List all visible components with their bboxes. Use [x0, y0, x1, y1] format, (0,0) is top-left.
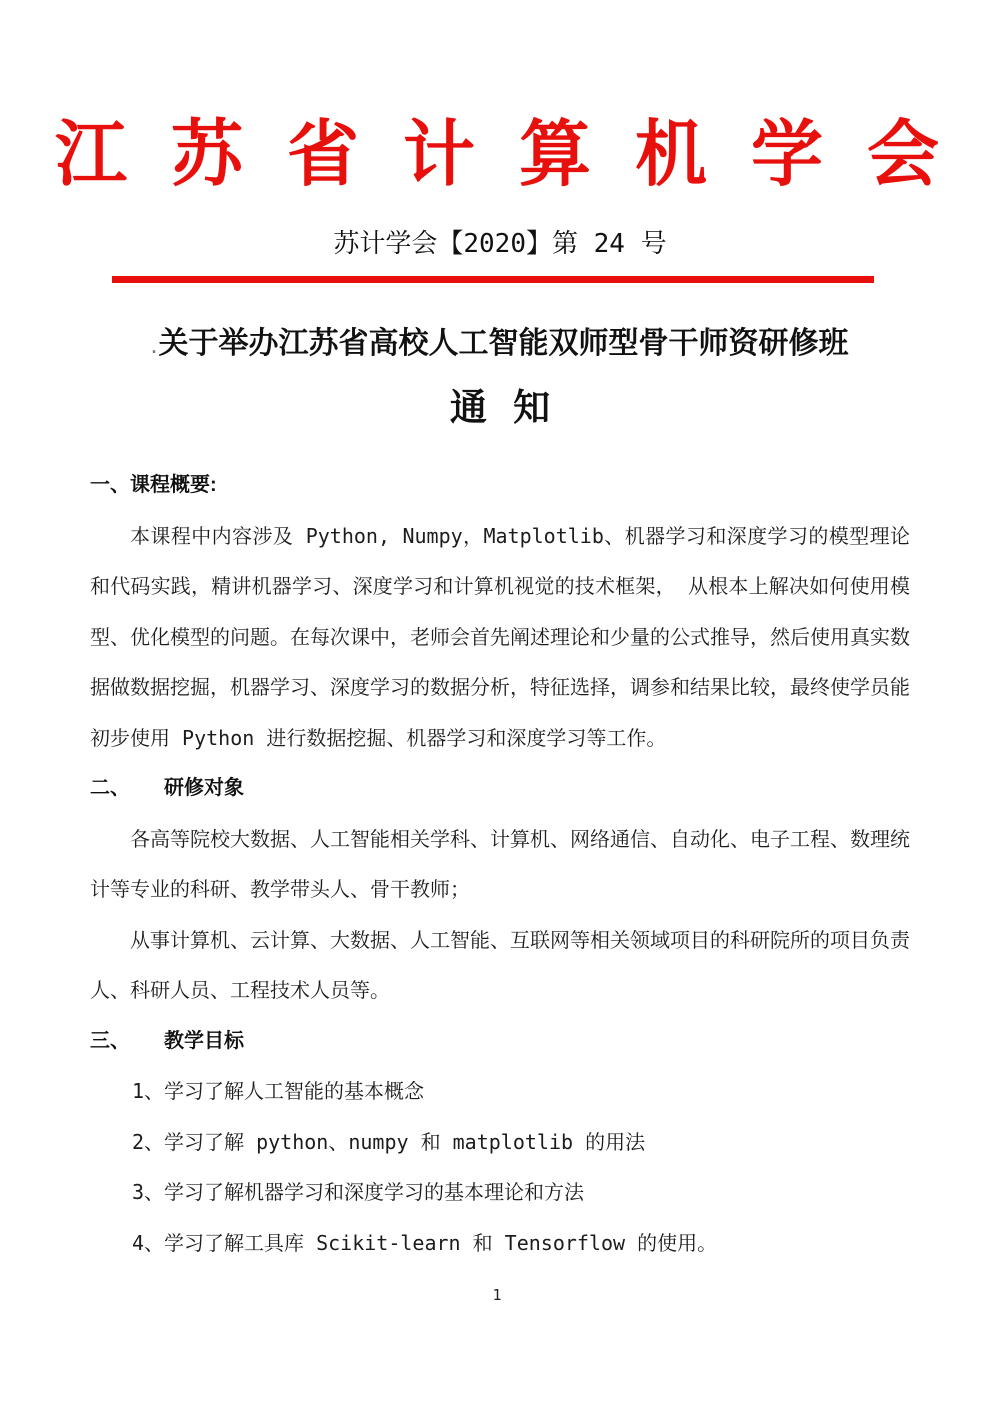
notice-subtitle: 通 知	[449, 387, 551, 428]
section-title-text: 研修对象	[164, 777, 244, 799]
target-audience-paragraph-2: 从事计算机、云计算、大数据、人工智能、互联网等相关领域项目的科研院所的项目负责人、科研人员、工程技术人员等。	[90, 927, 910, 1002]
document-number: 苏计学会【2020】第 24 号	[333, 229, 667, 259]
document-body	[90, 460, 910, 1268]
red-divider-rule	[112, 276, 874, 283]
page-number: 1	[492, 1286, 502, 1304]
section-heading-teaching-goals	[90, 1016, 910, 1067]
section-heading-target-audience	[90, 763, 910, 814]
goal-item-2: 2、学习了解 python、numpy 和 matplotlib 的用法	[132, 1129, 646, 1154]
notice-title-text: 关于举办江苏省高校人工智能双师型骨干师资研修班	[158, 327, 849, 360]
section-number: 二、	[90, 777, 130, 799]
course-overview-paragraph: 本课程中内容涉及 Python, Numpy，Matplotlib、机器学习和深度学习的模型理论和代码实践，精讲机器学习、深度学习和计算机视觉的技术框架， 从根本上解决如何使用模型、优化模型的问题。在每次课中，老师会首先阐述理论和少量的公式推导，然后使用真实数据做数据挖掘，机器学习、深度学习的数据分析，特征选择，调参和结果比较，最终使学员能初步使用 Python 进行数据挖掘、机器学习和深度学习等工作。	[90, 523, 910, 750]
goal-item-1: 1、学习了解人工智能的基本概念	[132, 1079, 425, 1103]
section-heading-course-overview: 一、课程概要:	[90, 474, 217, 496]
goal-item-4: 4、学习了解工具库 Scikit-learn 和 Tensorflow 的使用。	[132, 1230, 718, 1255]
notice-title	[0, 326, 1000, 362]
section-title-text: 教学目标	[164, 1029, 244, 1052]
organization-title: 江 苏 省 计 算 机 学 会	[54, 115, 945, 195]
scan-artifact-dot: .	[151, 337, 157, 357]
target-audience-paragraph-1: 各高等院校大数据、人工智能相关学科、计算机、网络通信、自动化、电子工程、数理统计等专业的科研、教学带头人、骨干教师；	[90, 826, 910, 901]
goal-item-3: 3、学习了解机器学习和深度学习的基本理论和方法	[132, 1180, 585, 1204]
section-number: 三、	[90, 1029, 130, 1052]
